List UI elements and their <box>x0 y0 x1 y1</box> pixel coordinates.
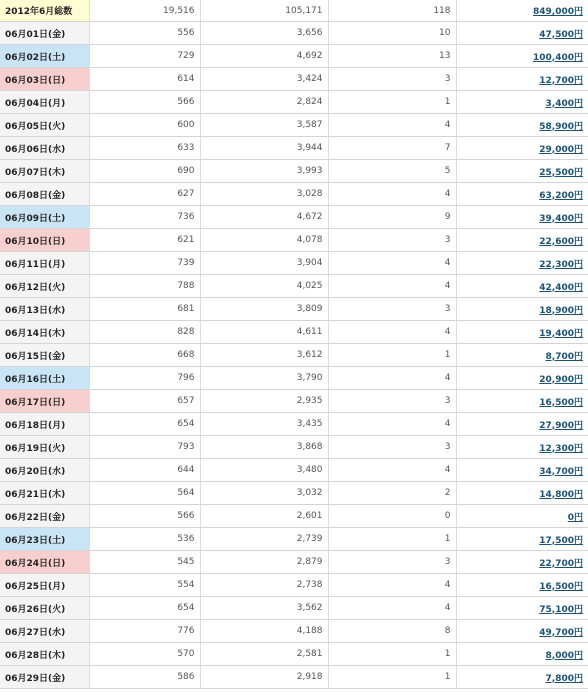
orders-cell: 8 <box>328 620 456 643</box>
revenue-link[interactable]: 16,500円 <box>539 397 583 408</box>
table-row <box>0 275 588 298</box>
date-cell: 06月29日(金) <box>0 666 89 689</box>
revenue-cell <box>456 413 588 436</box>
pageviews-cell: 3,868 <box>200 436 328 459</box>
revenue-cell <box>456 390 588 413</box>
revenue-cell <box>456 459 588 482</box>
table-row <box>0 229 588 252</box>
date-cell: 06月13日(水) <box>0 298 89 321</box>
revenue-link[interactable]: 75,100円 <box>539 604 583 615</box>
views-cell: 788 <box>89 275 200 298</box>
orders-cell: 1 <box>328 528 456 551</box>
table-row <box>0 114 588 137</box>
month-label: 2012年6月総数 <box>0 0 89 22</box>
pageviews-cell: 3,656 <box>200 22 328 45</box>
date-cell: 06月22日(金) <box>0 505 89 528</box>
revenue-link[interactable]: 7,800円 <box>545 673 583 684</box>
revenue-cell <box>456 344 588 367</box>
revenue-cell <box>456 206 588 229</box>
revenue-cell <box>456 91 588 114</box>
revenue-cell <box>456 574 588 597</box>
pageviews-cell: 4,188 <box>200 620 328 643</box>
revenue-cell <box>456 321 588 344</box>
revenue-link[interactable]: 12,300円 <box>539 443 583 454</box>
table-row <box>0 252 588 275</box>
pageviews-cell: 3,424 <box>200 68 328 91</box>
total-pageviews: 105,171 <box>200 0 328 22</box>
revenue-cell <box>456 643 588 666</box>
orders-cell: 0 <box>328 505 456 528</box>
date-cell: 06月27日(水) <box>0 620 89 643</box>
table-row <box>0 482 588 505</box>
views-cell: 570 <box>89 643 200 666</box>
revenue-link[interactable]: 42,400円 <box>539 282 583 293</box>
revenue-link[interactable]: 19,400円 <box>539 328 583 339</box>
table-row <box>0 45 588 68</box>
table-row <box>0 666 588 689</box>
date-cell: 06月04日(月) <box>0 91 89 114</box>
pageviews-cell: 3,944 <box>200 137 328 160</box>
revenue-link[interactable]: 27,900円 <box>539 420 583 431</box>
orders-cell: 3 <box>328 390 456 413</box>
pageviews-cell: 4,078 <box>200 229 328 252</box>
orders-cell: 4 <box>328 367 456 390</box>
orders-cell: 4 <box>328 321 456 344</box>
pageviews-cell: 3,612 <box>200 344 328 367</box>
views-cell: 793 <box>89 436 200 459</box>
pageviews-cell: 3,028 <box>200 183 328 206</box>
revenue-link[interactable]: 12,700円 <box>539 75 583 86</box>
revenue-link[interactable]: 20,900円 <box>539 374 583 385</box>
revenue-cell <box>456 298 588 321</box>
revenue-cell <box>456 68 588 91</box>
table-row <box>0 22 588 45</box>
orders-cell: 4 <box>328 597 456 620</box>
date-cell: 06月20日(水) <box>0 459 89 482</box>
orders-cell: 4 <box>328 275 456 298</box>
table-row <box>0 137 588 160</box>
table-row <box>0 91 588 114</box>
date-cell: 06月02日(土) <box>0 45 89 68</box>
table-row <box>0 551 588 574</box>
table-row <box>0 160 588 183</box>
revenue-link[interactable]: 49,700円 <box>539 627 583 638</box>
views-cell: 586 <box>89 666 200 689</box>
views-cell: 627 <box>89 183 200 206</box>
views-cell: 600 <box>89 114 200 137</box>
date-cell: 06月11日(月) <box>0 252 89 275</box>
pageviews-cell: 2,738 <box>200 574 328 597</box>
date-cell: 06月28日(木) <box>0 643 89 666</box>
orders-cell: 4 <box>328 114 456 137</box>
orders-cell: 3 <box>328 551 456 574</box>
orders-cell: 4 <box>328 574 456 597</box>
views-cell: 828 <box>89 321 200 344</box>
revenue-link[interactable]: 29,000円 <box>539 144 583 155</box>
revenue-cell <box>456 367 588 390</box>
date-cell: 06月17日(日) <box>0 390 89 413</box>
date-cell: 06月21日(木) <box>0 482 89 505</box>
revenue-cell <box>456 436 588 459</box>
views-cell: 739 <box>89 252 200 275</box>
date-cell: 06月23日(土) <box>0 528 89 551</box>
orders-cell: 3 <box>328 229 456 252</box>
pageviews-cell: 4,611 <box>200 321 328 344</box>
table-row <box>0 413 588 436</box>
pageviews-cell: 2,918 <box>200 666 328 689</box>
revenue-link[interactable]: 16,500円 <box>539 581 583 592</box>
revenue-cell <box>456 505 588 528</box>
pageviews-cell: 2,601 <box>200 505 328 528</box>
table-row <box>0 620 588 643</box>
table-row <box>0 68 588 91</box>
views-cell: 614 <box>89 68 200 91</box>
date-cell: 06月19日(火) <box>0 436 89 459</box>
table-row <box>0 505 588 528</box>
revenue-link[interactable]: 100,400円 <box>533 52 583 63</box>
date-cell: 06月18日(月) <box>0 413 89 436</box>
orders-cell: 4 <box>328 252 456 275</box>
table-row <box>0 298 588 321</box>
orders-cell: 4 <box>328 459 456 482</box>
pageviews-cell: 4,672 <box>200 206 328 229</box>
date-cell: 06月15日(金) <box>0 344 89 367</box>
views-cell: 657 <box>89 390 200 413</box>
views-cell: 736 <box>89 206 200 229</box>
revenue-link[interactable]: 18,900円 <box>539 305 583 316</box>
orders-cell: 13 <box>328 45 456 68</box>
views-cell: 796 <box>89 367 200 390</box>
revenue-link[interactable]: 58,900円 <box>539 121 583 132</box>
revenue-cell <box>456 275 588 298</box>
orders-cell: 3 <box>328 298 456 321</box>
revenue-cell <box>456 666 588 689</box>
views-cell: 566 <box>89 91 200 114</box>
date-cell: 06月05日(火) <box>0 114 89 137</box>
revenue-link[interactable]: 25,500円 <box>539 167 583 178</box>
orders-cell: 5 <box>328 160 456 183</box>
total-views: 19,516 <box>89 0 200 22</box>
revenue-link[interactable]: 17,500円 <box>539 535 583 546</box>
revenue-link[interactable]: 3,400円 <box>545 98 583 109</box>
date-cell: 06月09日(土) <box>0 206 89 229</box>
revenue-cell <box>456 229 588 252</box>
orders-cell: 4 <box>328 413 456 436</box>
views-cell: 681 <box>89 298 200 321</box>
table-row <box>0 321 588 344</box>
date-cell: 06月06日(水) <box>0 137 89 160</box>
revenue-cell <box>456 597 588 620</box>
revenue-cell <box>456 137 588 160</box>
pageviews-cell: 2,739 <box>200 528 328 551</box>
views-cell: 644 <box>89 459 200 482</box>
pageviews-cell: 2,581 <box>200 643 328 666</box>
table-row <box>0 206 588 229</box>
views-cell: 668 <box>89 344 200 367</box>
revenue-cell <box>456 482 588 505</box>
revenue-link[interactable]: 22,300円 <box>539 259 583 270</box>
orders-cell: 2 <box>328 482 456 505</box>
views-cell: 633 <box>89 137 200 160</box>
revenue-link[interactable]: 8,000円 <box>545 650 583 661</box>
revenue-cell <box>456 22 588 45</box>
pageviews-cell: 3,032 <box>200 482 328 505</box>
revenue-cell <box>456 620 588 643</box>
table-row <box>0 390 588 413</box>
revenue-cell <box>456 551 588 574</box>
orders-cell: 4 <box>328 183 456 206</box>
views-cell: 776 <box>89 620 200 643</box>
date-cell: 06月03日(日) <box>0 68 89 91</box>
date-cell: 06月16日(土) <box>0 367 89 390</box>
total-revenue-cell <box>456 0 588 22</box>
revenue-link[interactable]: 47,500円 <box>539 29 583 40</box>
orders-cell: 1 <box>328 643 456 666</box>
table-row <box>0 344 588 367</box>
orders-cell: 1 <box>328 666 456 689</box>
revenue-link[interactable]: 39,400円 <box>539 213 583 224</box>
revenue-link[interactable]: 8,700円 <box>545 351 583 362</box>
pageviews-cell: 3,993 <box>200 160 328 183</box>
pageviews-cell: 4,025 <box>200 275 328 298</box>
pageviews-cell: 3,562 <box>200 597 328 620</box>
views-cell: 621 <box>89 229 200 252</box>
orders-cell: 10 <box>328 22 456 45</box>
pageviews-cell: 3,790 <box>200 367 328 390</box>
orders-cell: 3 <box>328 68 456 91</box>
views-cell: 654 <box>89 413 200 436</box>
views-cell: 554 <box>89 574 200 597</box>
date-cell: 06月08日(金) <box>0 183 89 206</box>
pageviews-cell: 2,824 <box>200 91 328 114</box>
pageviews-cell: 3,480 <box>200 459 328 482</box>
views-cell: 564 <box>89 482 200 505</box>
revenue-cell <box>456 528 588 551</box>
revenue-cell <box>456 160 588 183</box>
revenue-link[interactable]: 14,800円 <box>539 489 583 500</box>
views-cell: 536 <box>89 528 200 551</box>
revenue-link[interactable]: 63,200円 <box>539 190 583 201</box>
revenue-cell <box>456 45 588 68</box>
total-revenue-link[interactable]: 849,000円 <box>533 7 583 17</box>
pageviews-cell: 4,692 <box>200 45 328 68</box>
revenue-link[interactable]: 22,600円 <box>539 236 583 247</box>
date-cell: 06月24日(日) <box>0 551 89 574</box>
revenue-cell <box>456 252 588 275</box>
views-cell: 545 <box>89 551 200 574</box>
table-row <box>0 528 588 551</box>
pageviews-cell: 2,935 <box>200 390 328 413</box>
views-cell: 556 <box>89 22 200 45</box>
date-cell: 06月07日(木) <box>0 160 89 183</box>
pageviews-cell: 3,904 <box>200 252 328 275</box>
table-row <box>0 183 588 206</box>
pageviews-cell: 3,435 <box>200 413 328 436</box>
views-cell: 654 <box>89 597 200 620</box>
views-cell: 566 <box>89 505 200 528</box>
revenue-cell <box>456 114 588 137</box>
table-row <box>0 643 588 666</box>
table-row <box>0 597 588 620</box>
revenue-link[interactable]: 0円 <box>567 512 583 523</box>
date-cell: 06月14日(木) <box>0 321 89 344</box>
orders-cell: 1 <box>328 91 456 114</box>
date-cell: 06月12日(火) <box>0 275 89 298</box>
total-orders: 118 <box>328 0 456 22</box>
table-row <box>0 459 588 482</box>
date-cell: 06月10日(日) <box>0 229 89 252</box>
monthly-total-row <box>0 0 588 22</box>
date-cell: 06月26日(火) <box>0 597 89 620</box>
revenue-link[interactable]: 34,700円 <box>539 466 583 477</box>
table-row <box>0 367 588 390</box>
table-row <box>0 436 588 459</box>
orders-cell: 7 <box>328 137 456 160</box>
revenue-link[interactable]: 22,700円 <box>539 558 583 569</box>
table-row <box>0 574 588 597</box>
date-cell: 06月25日(月) <box>0 574 89 597</box>
orders-cell: 1 <box>328 344 456 367</box>
orders-cell: 3 <box>328 436 456 459</box>
orders-cell: 9 <box>328 206 456 229</box>
pageviews-cell: 3,809 <box>200 298 328 321</box>
views-cell: 690 <box>89 160 200 183</box>
pageviews-cell: 3,587 <box>200 114 328 137</box>
date-cell: 06月01日(金) <box>0 22 89 45</box>
pageviews-cell: 2,879 <box>200 551 328 574</box>
views-cell: 729 <box>89 45 200 68</box>
revenue-cell <box>456 183 588 206</box>
